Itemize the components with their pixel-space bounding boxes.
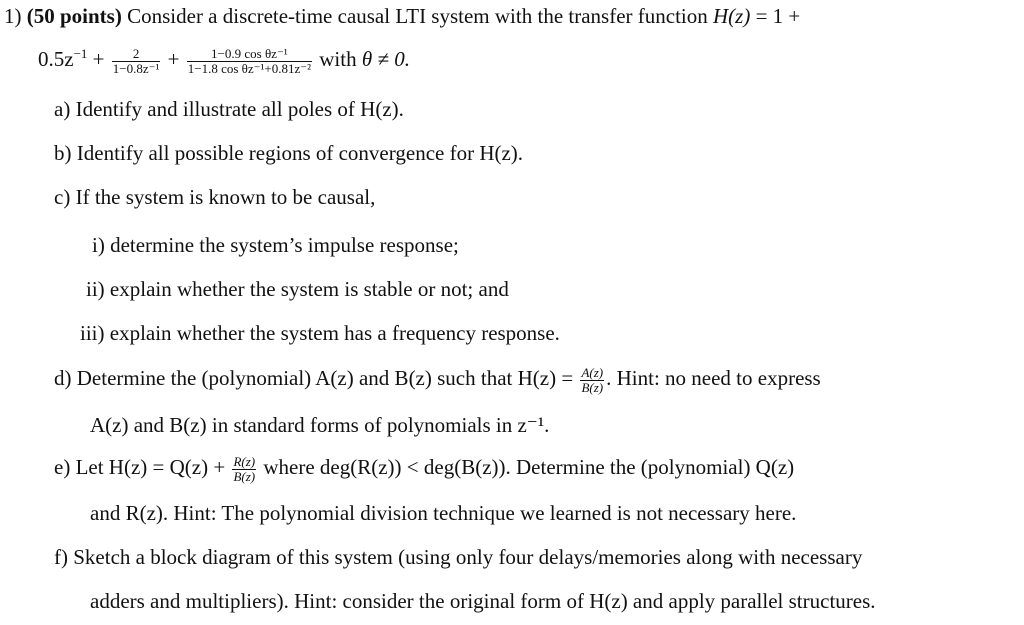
part-f-label: f) bbox=[54, 545, 68, 569]
term-one: 0.5z bbox=[38, 47, 74, 71]
part-c-text: If the system is known to be causal, bbox=[75, 185, 376, 209]
part-b-text: Identify all possible regions of convergence for H(z). bbox=[76, 141, 524, 165]
part-d-fraction bbox=[580, 366, 604, 394]
part-e-text-a: Let H(z) = Q(z) + bbox=[75, 455, 226, 479]
part-d-text-a: Determine the (polynomial) A(z) and B(z) such that H(z) = bbox=[76, 366, 574, 390]
term-one-exponent: −1 bbox=[73, 46, 88, 61]
fraction-one-denominator: 1−0.8z⁻¹ bbox=[112, 60, 160, 76]
with-text: with bbox=[319, 47, 357, 71]
fraction-one bbox=[112, 47, 161, 75]
part-b bbox=[54, 141, 523, 166]
part-e-text-b: where deg(R(z)) < deg(B(z)). Determine the (polynomial) Q(z) bbox=[263, 455, 795, 479]
fraction-two-denominator: 1−1.8 cos θz⁻¹+0.81z⁻² bbox=[187, 60, 312, 76]
fraction-two-numerator: 1−0.9 cos θz⁻¹ bbox=[187, 47, 312, 62]
part-d-fraction-numerator: A(z) bbox=[581, 365, 604, 381]
subpart-i-text: determine the system’s impulse response; bbox=[110, 233, 459, 257]
part-e-line-2 bbox=[90, 501, 796, 526]
part-d-line-2 bbox=[90, 413, 549, 438]
part-d-text-b: . Hint: no need to express bbox=[606, 366, 821, 390]
part-e-fraction-numerator: R(z) bbox=[233, 454, 256, 470]
subpart-i-label: i) bbox=[92, 233, 105, 257]
part-e-line-1 bbox=[54, 455, 794, 483]
part-a-label: a) bbox=[54, 97, 71, 121]
subpart-iii bbox=[80, 321, 560, 346]
subpart-ii-label: ii) bbox=[86, 277, 105, 301]
part-d-fraction-denominator: B(z) bbox=[581, 379, 604, 395]
problem-number: 1) bbox=[4, 4, 22, 28]
part-c bbox=[54, 185, 375, 210]
subpart-iii-text: explain whether the system has a frequency response. bbox=[109, 321, 560, 345]
transfer-function-arg: (z) bbox=[728, 4, 751, 28]
subpart-iii-label: iii) bbox=[80, 321, 105, 345]
part-e-line-2-text: and R(z). Hint: The polynomial division technique we learned is not necessary here. bbox=[90, 501, 797, 525]
fraction-one-numerator: 2 bbox=[112, 47, 161, 62]
fraction-two bbox=[187, 47, 312, 75]
part-e-fraction-denominator: B(z) bbox=[233, 468, 256, 484]
part-a-text: Identify and illustrate all poles of H(z). bbox=[75, 97, 404, 121]
subpart-ii bbox=[86, 277, 509, 302]
part-b-label: b) bbox=[54, 141, 72, 165]
problem-intro: Consider a discrete-time causal LTI system with the transfer function bbox=[127, 4, 708, 28]
part-e-fraction bbox=[232, 455, 256, 483]
part-e-label: e) bbox=[54, 455, 71, 479]
part-d-label: d) bbox=[54, 366, 72, 390]
plus-sign: + bbox=[167, 47, 180, 71]
part-d-line-1 bbox=[54, 366, 821, 394]
part-f-line-1 bbox=[54, 545, 862, 570]
part-f-line-2 bbox=[90, 589, 876, 614]
part-d-line-2-text: A(z) and B(z) in standard forms of polynomials in z⁻¹. bbox=[90, 413, 550, 437]
transfer-function-line bbox=[38, 46, 410, 75]
equals-one-plus: = 1 + bbox=[750, 4, 801, 28]
part-a bbox=[54, 97, 404, 122]
problem-header-line bbox=[4, 4, 800, 29]
subpart-i bbox=[92, 233, 459, 258]
plus-sign: + bbox=[92, 47, 105, 71]
subpart-ii-text: explain whether the system is stable or not; and bbox=[109, 277, 509, 301]
transfer-function-symbol: H bbox=[713, 4, 729, 28]
part-c-label: c) bbox=[54, 185, 71, 209]
theta-condition: θ ≠ 0. bbox=[361, 47, 410, 71]
problem-points: (50 points) bbox=[26, 4, 122, 28]
part-f-line-1-text: Sketch a block diagram of this system (using only four delays/memories along with necessary bbox=[73, 545, 863, 569]
part-f-line-2-text: adders and multipliers). Hint: consider the original form of H(z) and apply parallel structures. bbox=[90, 589, 876, 613]
